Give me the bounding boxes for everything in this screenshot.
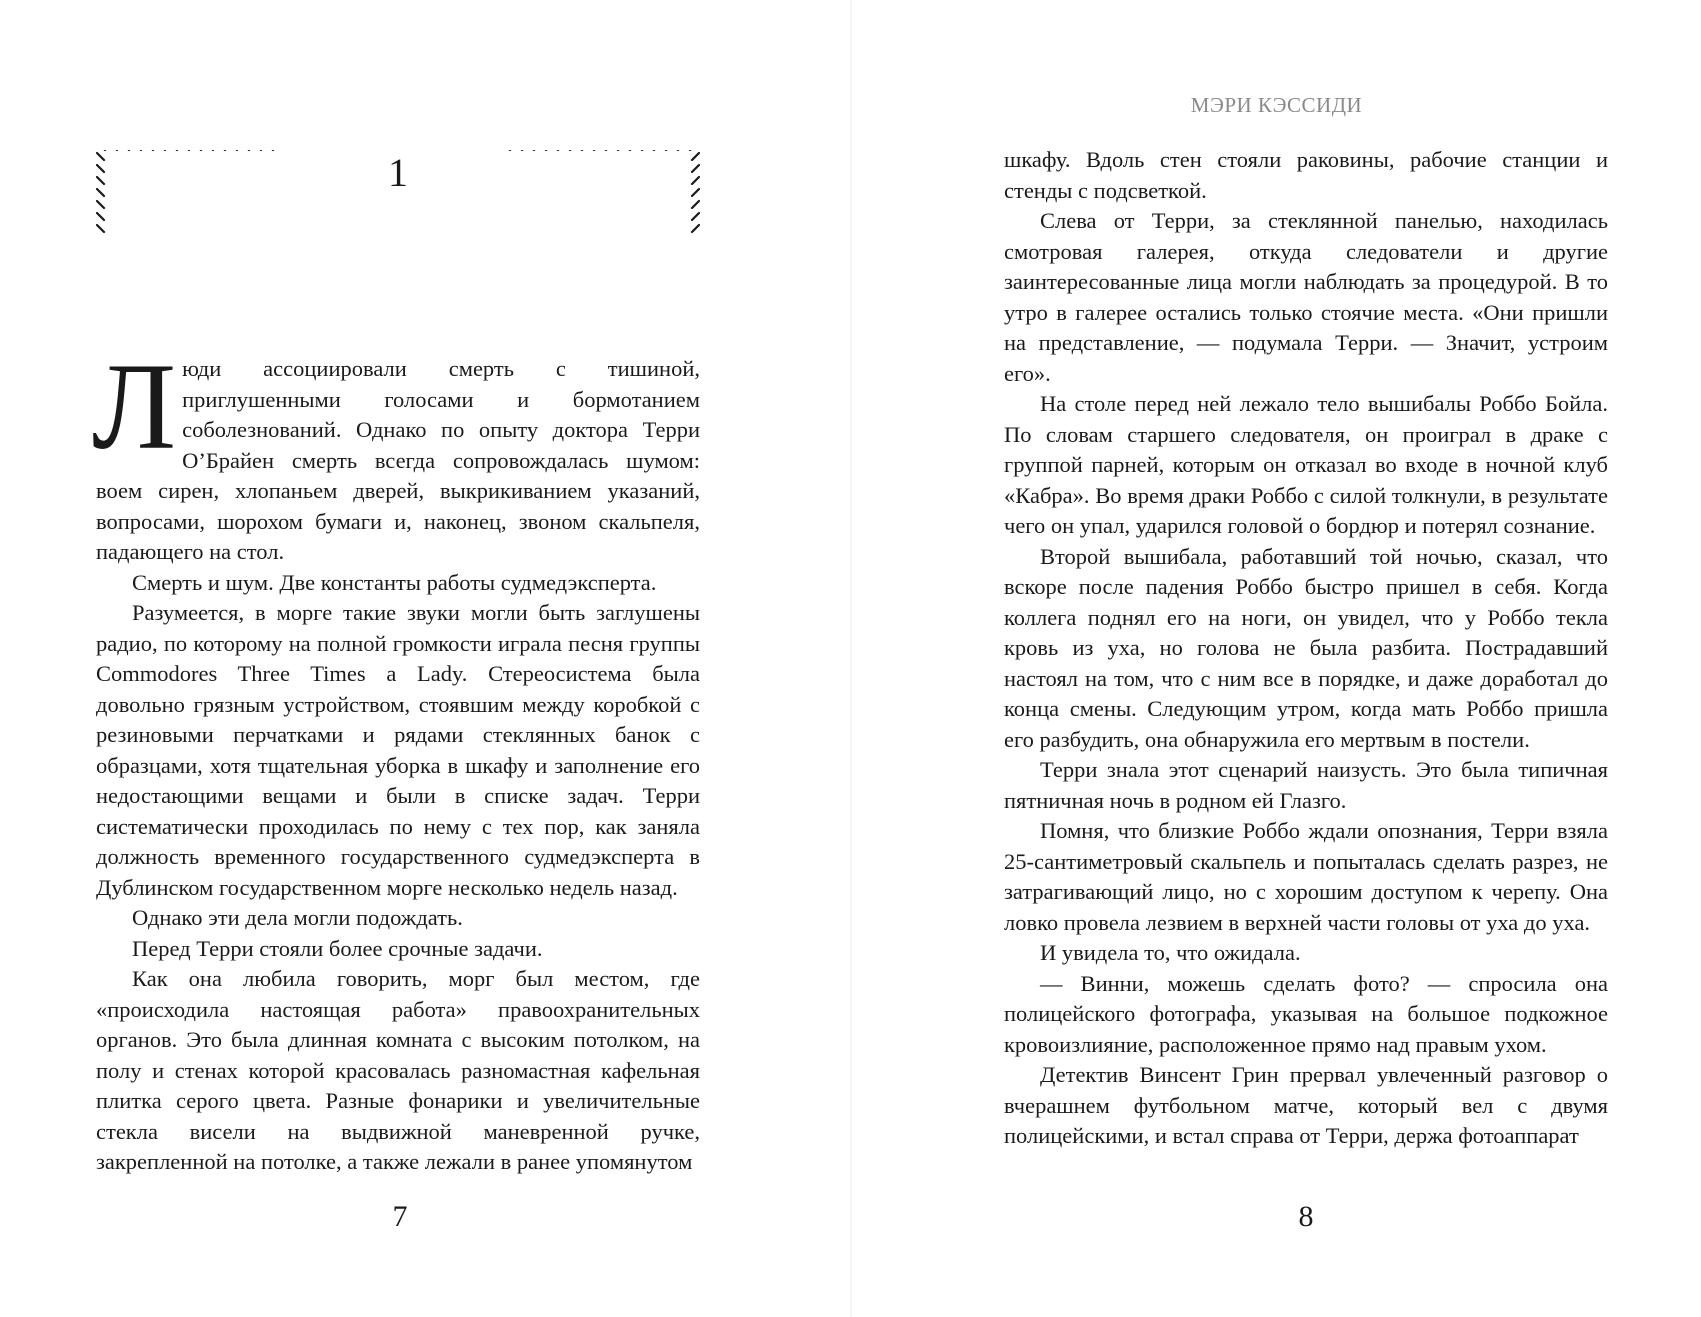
paragraph: Перед Терри стояли более срочные задачи.: [132, 935, 543, 961]
paragraph: — Винни, можешь сделать фото? — спросила она полицейского фотографа, указывая на большое подкожное кровоизлияние, расположенное прямо над правым ухом.: [1004, 970, 1608, 1057]
left-page: [0, 0, 850, 1317]
chapter-number: 1: [388, 150, 408, 195]
left-page-body: [92, 338, 700, 1178]
paragraph: [92, 338, 700, 568]
running-head: МЭРИ КЭССИДИ: [1190, 93, 1363, 117]
paragraph: Смерть и шум. Две константы работы судмедэксперта.: [132, 569, 657, 595]
paragraph: Терри знала этот сценарий наизусть. Это была типичная пятничная ночь в родном ей Глазго.: [1004, 757, 1608, 813]
chapter-heading: [96, 150, 700, 234]
paragraph: Помня, что близкие Роббо ждали опознания, Терри взяла 25-сантиметровый скальпель и попыталась сделать разрез, не затрагивающий лицо, но с хорошим доступом к черепу. Она ловко провела лезвием в верхней части головы от уха до уха.: [1004, 818, 1608, 935]
paragraph: Слева от Терри, за стеклянной панелью, находилась смотровая галерея, откуда следователи и другие заинтересованные лица могли наблюдать за процедурой. В то утро в галерее остались только стоячие места. «Они пришли на представление, — подумала Терри. — Значит, устроим его».: [1004, 208, 1608, 386]
drop-cap: Л: [92, 338, 177, 475]
paragraph: Второй вышибала, работавший той ночью, сказал, что вскоре после падения Роббо быстро пришел в себя. Когда коллега поднял его на ноги, он увидел, что у Роббо текла кровь из уха, но голова не была разбита. Пострадавший настоял на том, что с ним все в порядке, и даже доработал до конца смены. Следующим утром, когда мать Роббо пришла его разбудить, она обнаружила его мертвым в постели.: [1004, 543, 1608, 752]
paragraph: И увидела то, что ожидала.: [1040, 940, 1301, 965]
paragraph: Разумеется, в морге такие звуки могли быть заглушены радио, по которому на полной громкости играла песня группы Commodores Three Times a Lady. Стереосистема была довольно грязным устройством, стоявшим между коробкой с резиновыми перчатками и рядами стеклянных банок с образцами, хотя тщательная уборка в шкафу и заполнение его недостающими вещами и были в списке задач. Терри систематически проходилась по нему с тех пор, как заняла должность временного государственного судмедэксперта в Дублинском государственном морге несколько недель назад.: [96, 600, 700, 900]
page-number-right: 8: [1298, 1200, 1314, 1233]
page-number-left: 7: [392, 1200, 408, 1233]
paragraph: Детектив Винсент Грин прервал увлеченный разговор о вчерашнем футбольном матче, который вел с двумя полицейскими, и встал справа от Терри, держа фотоаппарат: [1004, 1062, 1608, 1148]
paragraph: шкафу. Вдоль стен стояли раковины, рабочие станции и стенды с подсветкой.: [1004, 147, 1608, 203]
paragraph: Как она любила говорить, морг был местом, где «происходила настоящая работа» правоохранительных органов. Это была длинная комната с высоким потолком, на полу и стенах которой красовалась разномастная кафельная плитка серого цвета. Разные фонарики и увеличительные стекла висели на выдвижной маневренной ручке, закрепленной на потолке, а также лежали в ранее упомянутом: [96, 966, 700, 1174]
paragraph-text: юди ассоциировали смерть с тишиной, приглушенными голосами и бормотанием соболезнований. Однако по опыту доктора Терри О’Брайен смерть всегда сопровождалась шумом: воем сирен, хлопаньем дверей, выкрикиванием указаний, вопросами, шорохом бумаги и, наконец, звоном скальпеля, падающего на стол.: [96, 356, 700, 564]
right-page-body: [1004, 145, 1608, 1152]
paragraph: Однако эти дела могли подождать.: [132, 905, 463, 930]
paragraph: На столе перед ней лежало тело вышибалы Роббо Бойла. По словам старшего следователя, он проиграл в драке с группой парней, которым он отказал во входе в ночной клуб «Кабра». Во время драки Роббо с силой толкнули, в результате чего он упал, ударился головой о бордюр и потерял сознание.: [1004, 391, 1608, 538]
